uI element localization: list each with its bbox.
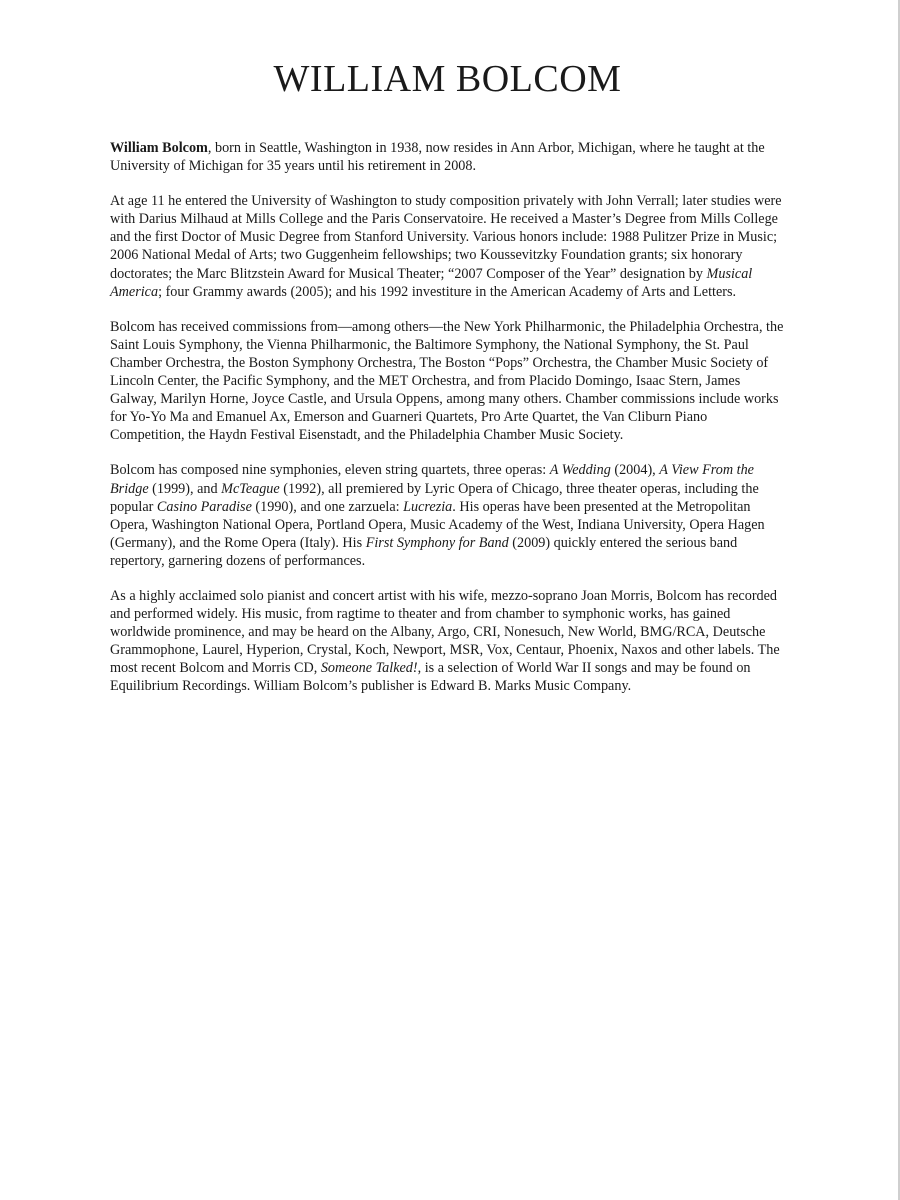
work-title: A Wedding <box>549 462 611 479</box>
bio-paragraph-5: As a highly acclaimed solo pianist and concert artist with his wife, mezzo-soprano Joan Morris, Bolcom has recorded and performed widely. His music, from ragtime to theater and from chamber to symphonic works, has gained worldwide prominence, and may be heard on the Albany, Argo, CRI, Nonesuch, New World, BMG/RCA, Deutsche Grammophone, Laurel, Hyperion, Crystal, Koch, Newport, MSR, Vox, Centaur, Phoenix, Naxos and other labels. The most recent Bolcom and Morris CD, Someone Talked!, is a selection of World War II songs and may be found on Equilibrium Recordings. William Bolcom’s publisher is Edward B. Marks Music Company. <box>110 587 780 695</box>
work-title: McTeague <box>221 480 280 497</box>
composer-name: William Bolcom <box>110 140 208 156</box>
bio-paragraph-2: At age 11 he entered the University of Washington to study composition privately with John Verrall; later studies were with Darius Milhaud at Mills College and the Paris Conservatoire. He received a Master’s Degree from Mills College and the first Doctor of Music Degree from Stanford University. Various honors include: 1988 Pulitzer Prize in Music; 2006 National Medal of Arts; two Guggenheim fellowships; two Koussevitzky Foundation grants; six honorary doctorates; the Marc Blitzstein Award for Musical Theater; “2007 Composer of the Year” designation by Musical America; four Grammy awards (2005); and his 1992 investiture in the American Academy of Arts and Letters. <box>110 193 782 300</box>
work-title: First Symphony for Band <box>365 534 509 551</box>
work-title: A View From the Bridge <box>110 462 754 497</box>
bio-paragraph-4: Bolcom has composed nine symphonies, eleven string quartets, three operas: A Wedding (2004), A View From the Bridge (1999), and McTeague (1992), all premiered by Lyric Opera of Chicago, three theater operas, including the popular Casino Paradise (1990), and one zarzuela: Lucrezia. His operas have been presented at the Metropolitan Opera, Washington National Opera, Portland Opera, Music Academy of the West, Indiana University, Opera Hagen (Germany), and the Rome Opera (Italy). His First Symphony for Band (2009) quickly entered the serious band repertory, garnering dozens of performances. <box>110 462 765 569</box>
bio-paragraph-1: William Bolcom, born in Seattle, Washington in 1938, now resides in Ann Arbor, Michigan, where he taught at the University of Michigan for 35 years until his retirement in 2008. <box>110 140 765 175</box>
work-title: Casino Paradise <box>156 498 252 515</box>
publication-title: Musical America <box>110 265 753 300</box>
document-page <box>110 55 785 713</box>
album-title: Someone Talked! <box>320 660 418 677</box>
bio-paragraph-3: Bolcom has received commissions from—among others—the New York Philharmonic, the Philadelphia Orchestra, the Saint Louis Symphony, the Vienna Philharmonic, the Baltimore Symphony, the National Symphony, the St. Paul Chamber Orchestra, the Boston Symphony Orchestra, The Boston “Pops” Orchestra, the Chamber Music Society of Lincoln Center, the Pacific Symphony, and the MET Orchestra, and from Placido Domingo, Isaac Stern, James Galway, Marilyn Horne, Joyce Castle, and Ursula Oppens, among many others. Chamber commissions include works for Yo-Yo Ma and Emanuel Ax, Emerson and Guarneri Quartets, Pro Arte Quartet, the Van Cliburn Piano Competition, the Haydn Festival Eisenstadt, and the Philadelphia Chamber Music Society. <box>110 318 784 444</box>
work-title: Lucrezia <box>403 498 453 515</box>
page-title: WILLIAM BOLCOM <box>273 58 622 100</box>
